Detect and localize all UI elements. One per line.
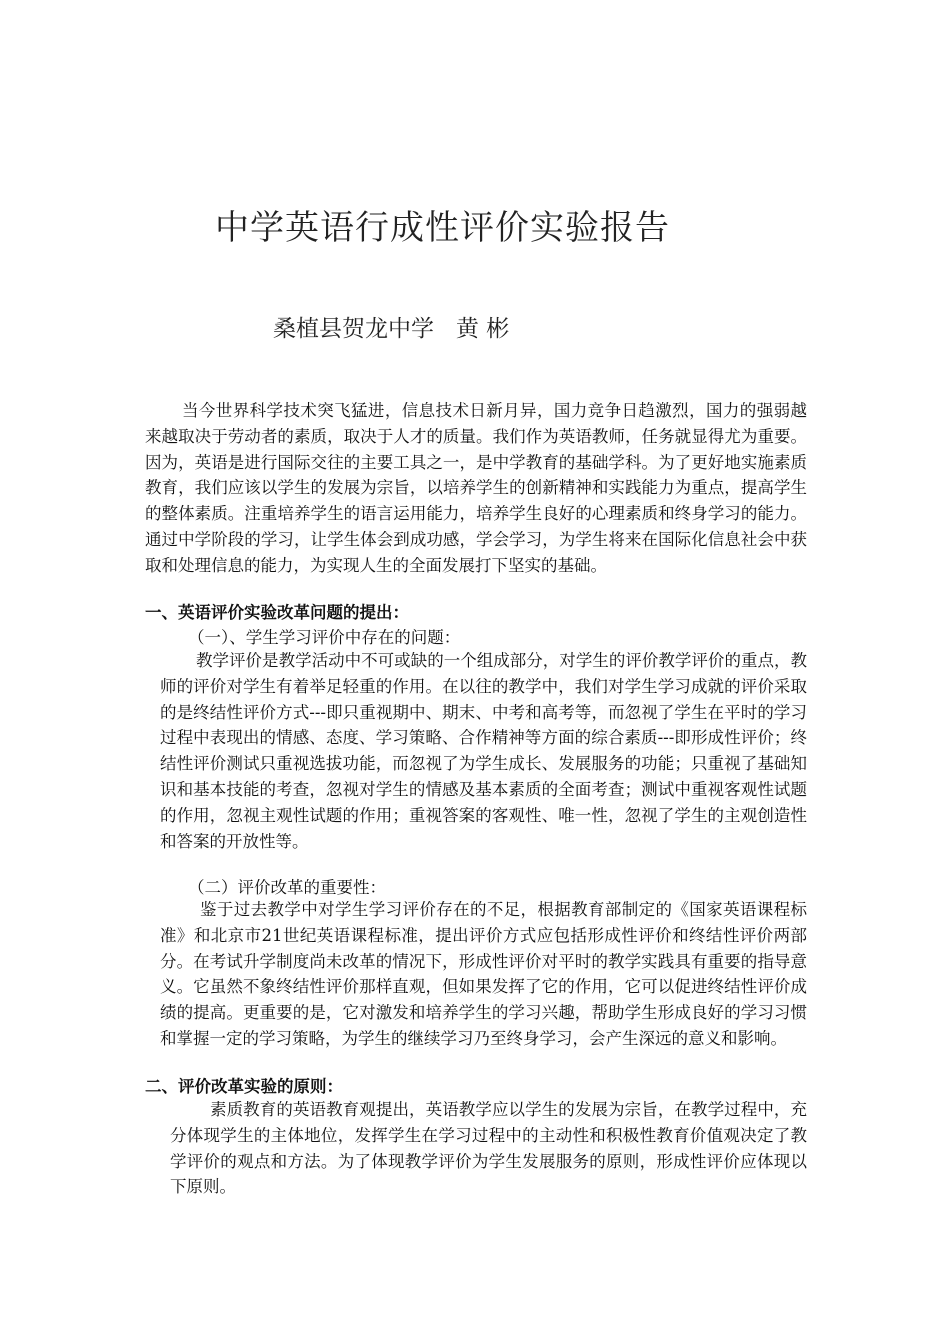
section2-paragraph-1: 素质教育的英语教育观提出，英语教学应以学生的发展为宗旨，在教学过程中，充分体现学生的主体地位，发挥学生在学习过程中的主动性和积极性教育价值观决定了教学评价的观点和方法。为了体现教学评价为学生发展服务的原则，形成性评价应体现以下原则。 (170, 1100, 807, 1197)
subsection-heading-1-2: （二）评价改革的重要性： (188, 878, 386, 897)
intro-paragraph: 当今世界科学技术突飞猛进，信息技术日新月异，国力竞争日趋激烈，国力的强弱越来越取决于劳动者的素质，取决于人才的质量。我们作为英语教师，任务就显得尤为重要。因为，英语是进行国际交往的主要工具之一，是中学教育的基础学科。为了更好地实施素质教育，我们应该以学生的发展为宗旨，以培养学生的创新精神和实践能力为重点，提高学生的整体素质。注重培养学生的语言运用能力，培养学生良好的心理素质和终身学习的能力。通过中学阶段的学习，让学生体会到成功感，学会学习，为学生将来在国际化信息社会中获取和处理信息的能力，为实现人生的全面发展打下坚实的基础。 (145, 401, 807, 575)
section-heading-1: 一、英语评价实验改革问题的提出： (145, 603, 409, 622)
section1-paragraph-1: 教学评价是教学活动中不可或缺的一个组成部分，对学生的评价教学评价的重点，教师的评价对学生有着举足轻重的作用。在以往的教学中，我们对学生学习成就的评价采取的是终结性评价方式---即只重视期中、期末、中考和高考等，而忽视了学生在平时的学习过程中表现出的情感、态度、学习策略、合作精神等方面的综合素质---即形成性评价；终结性评价测试只重视选拔功能，而忽视了为学生成长、发展服务的功能；只重视了基础知识和基本技能的考查，忽视对学生的情感及基本素质的全面考查；测试中重视客观性试题的作用，忽视主观性试题的作用；重视答案的客观性、唯一性，忽视了学生的主观创造性和答案的开放性等。 (160, 651, 807, 851)
author-line: 桑植县贺龙中学 黄 彬 (273, 316, 510, 342)
section-heading-2: 二、评价改革实验的原则： (145, 1077, 343, 1096)
document-title: 中学英语行成性评价实验报告 (215, 208, 670, 248)
section1-paragraph-2: 鉴于过去教学中对学生学习评价存在的不足，根据教育部制定的《国家英语课程标准》和北京市21世纪英语课程标准，提出评价方式应包括形成性评价和终结性评价两部分。在考试升学制度尚未改革的情况下，形成性评价对平时的教学实践具有重要的指导意义。它虽然不象终结性评价那样直观，但如果发挥了它的作用，它可以促进终结性评价成绩的提高。更重要的是，它对激发和培养学生的学习兴趣，帮助学生形成良好的学习习惯和掌握一定的学习策略，为学生的继续学习乃至终身学习，会产生深远的意义和影响。 (160, 900, 807, 1048)
subsection-heading-1-1: （一）、学生学习评价中存在的问题： (188, 628, 461, 647)
